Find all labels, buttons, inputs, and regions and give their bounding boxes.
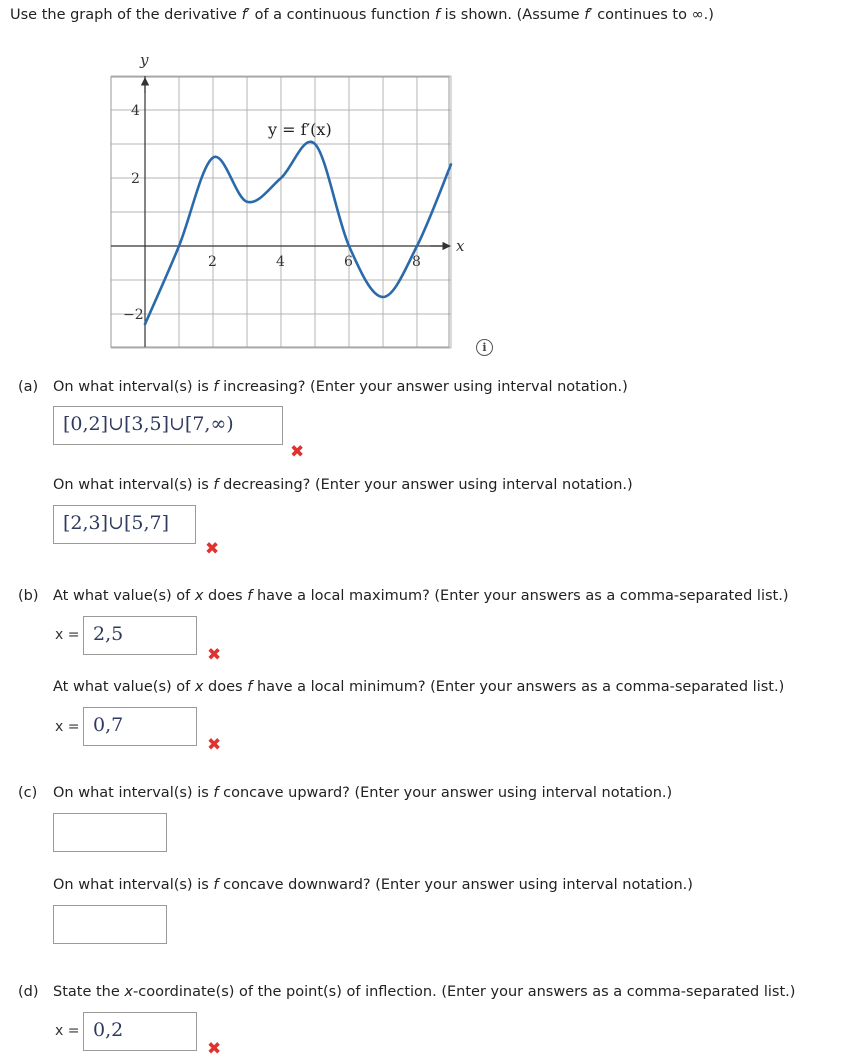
info-icon[interactable]: i <box>476 339 493 356</box>
part-d-letter: (d) <box>18 984 39 1000</box>
local-min-answer-field[interactable]: 0,7 <box>83 707 197 746</box>
x-tick-label: 6 <box>344 254 353 270</box>
problem-intro: Use the graph of the derivative f′ of a continuous function f is shown. (Assume f′ continues to ∞.) <box>10 7 714 23</box>
part-c-question-up: On what interval(s) is f concave upward? (Enter your answer using interval notation.) <box>53 785 673 801</box>
concave-up-answer-field[interactable] <box>53 813 167 852</box>
local-max-wrong-icon: ✖ <box>207 645 222 665</box>
curve-label: y = f′(x) <box>268 120 332 139</box>
x-axis-label: x <box>456 237 465 255</box>
y-tick-label: 4 <box>131 103 140 119</box>
derivative-graph <box>100 48 470 362</box>
y-axis-label: y <box>140 51 149 69</box>
inflection-x-equals-label: x = <box>55 1023 80 1039</box>
part-b-question-min: At what value(s) of x does f have a local minimum? (Enter your answers as a comma-separated list.) <box>53 679 785 695</box>
concave-down-answer-field[interactable] <box>53 905 167 944</box>
part-c-letter: (c) <box>18 785 38 801</box>
part-a-letter: (a) <box>18 379 39 395</box>
part-d-question-inflection: State the x-coordinate(s) of the point(s) of inflection. (Enter your answers as a comma-separated list.) <box>53 984 796 1000</box>
x-tick-label: 8 <box>412 254 421 270</box>
x-tick-label: 2 <box>208 254 217 270</box>
y-tick-label: 2 <box>131 171 140 187</box>
part-a-question-decreasing: On what interval(s) is f decreasing? (Enter your answer using interval notation.) <box>53 477 633 493</box>
x-tick-label: 4 <box>276 254 285 270</box>
y-tick-label: −2 <box>123 307 144 323</box>
local-min-wrong-icon: ✖ <box>207 735 222 755</box>
inflection-answer-field[interactable]: 0,2 <box>83 1012 197 1051</box>
min-x-equals-label: x = <box>55 719 80 735</box>
increasing-wrong-icon: ✖ <box>290 442 305 462</box>
decreasing-answer-field[interactable]: [2,3]∪[5,7] <box>53 505 196 544</box>
part-b-letter: (b) <box>18 588 39 604</box>
decreasing-wrong-icon: ✖ <box>205 539 220 559</box>
max-x-equals-label: x = <box>55 627 80 643</box>
derivative-curve <box>145 142 451 324</box>
grid <box>111 76 451 348</box>
part-c-question-down: On what interval(s) is f concave downward? (Enter your answer using interval notation.) <box>53 877 693 893</box>
increasing-answer-field[interactable]: [0,2]∪[3,5]∪[7,∞) <box>53 406 283 445</box>
local-max-answer-field[interactable]: 2,5 <box>83 616 197 655</box>
derivative-chart <box>100 48 470 358</box>
inflection-wrong-icon: ✖ <box>207 1039 222 1059</box>
part-b-question-max: At what value(s) of x does f have a local maximum? (Enter your answers as a comma-separated list.) <box>53 588 789 604</box>
part-a-question-increasing: On what interval(s) is f increasing? (Enter your answer using interval notation.) <box>53 379 628 395</box>
